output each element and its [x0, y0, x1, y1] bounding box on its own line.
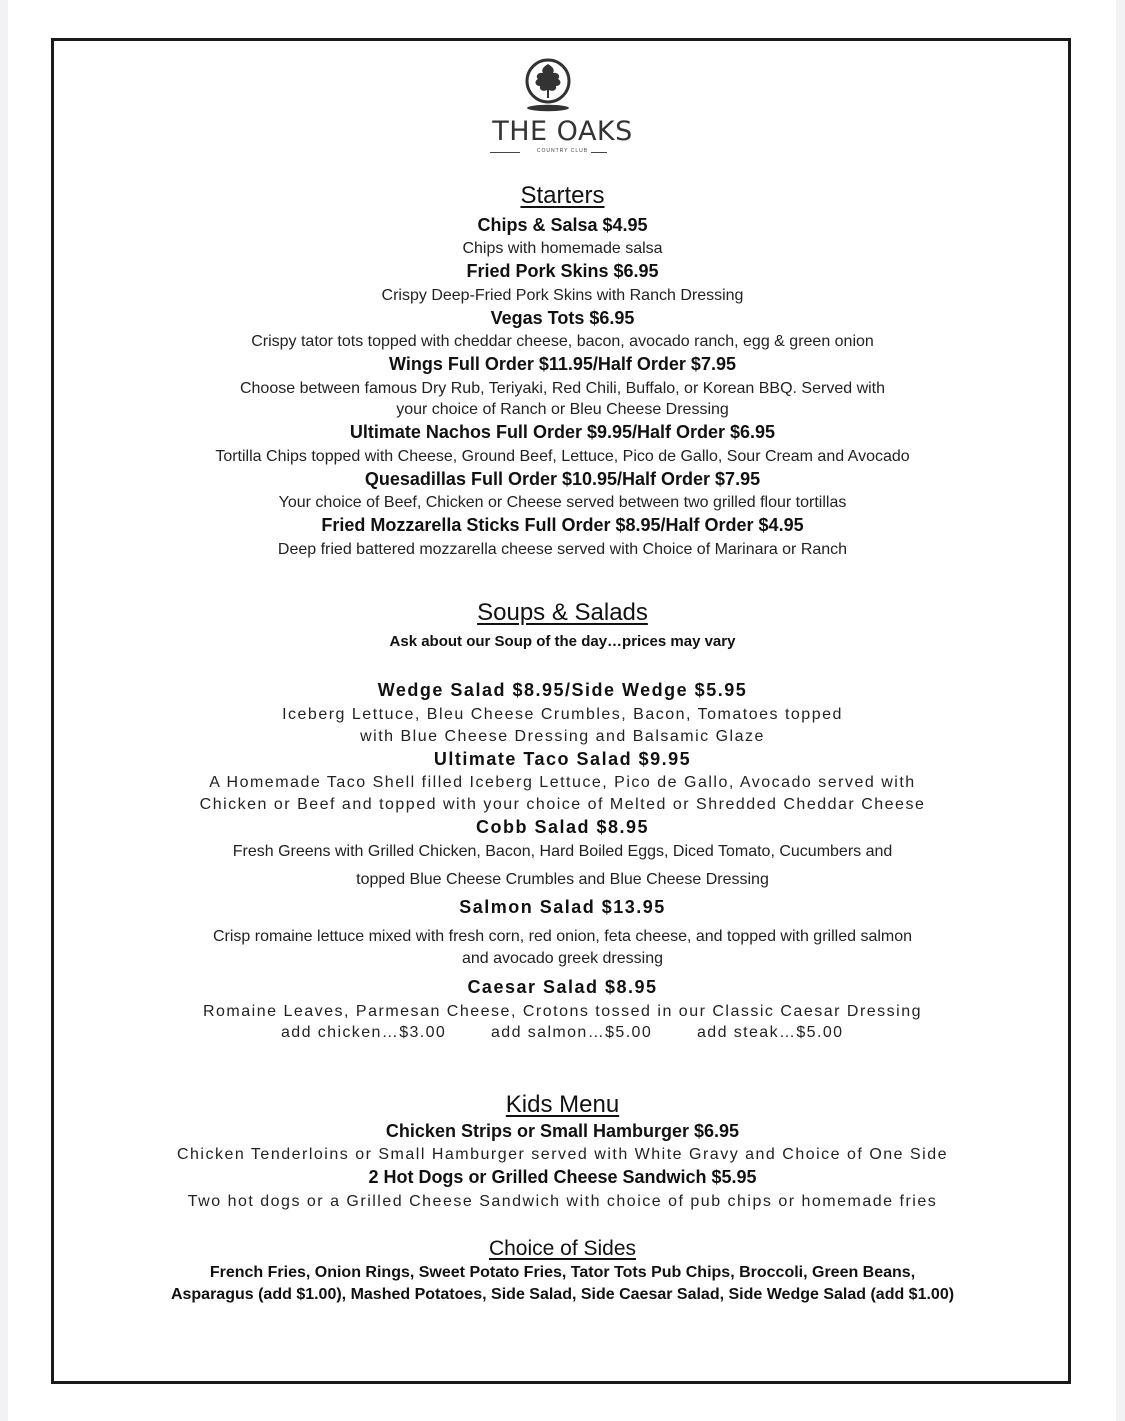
- menu-item-name: Chips & Salsa $4.95: [477, 215, 648, 235]
- sides-list-line: Asparagus (add $1.00), Mashed Potatoes, Side Salad, Side Caesar Salad, Side Wedge Salad (add $1.00): [170, 1286, 955, 1303]
- menu-item-name: Wings Full Order $11.95/Half Order $7.95: [389, 354, 736, 374]
- menu-item-desc: Crispy Deep-Fried Pork Skins with Ranch Dressing: [381, 287, 744, 304]
- menu-item-name: 2 Hot Dogs or Grilled Cheese Sandwich $5.95: [368, 1167, 757, 1187]
- menu-item-desc: Chicken or Beef and topped with your choice of Melted or Shredded Cheddar Cheese: [199, 796, 926, 813]
- addon-steak: add steak…$5.00: [697, 1024, 844, 1041]
- starters-heading: Starters: [520, 182, 605, 209]
- menu-item-name: Ultimate Nachos Full Order $9.95/Half Order $6.95: [349, 422, 776, 442]
- menu-item-desc: A Homemade Taco Shell filled Iceberg Lettuce, Pico de Gallo, Avocado served with: [209, 774, 916, 791]
- menu-item-desc: and avocado greek dressing: [461, 950, 664, 967]
- logo-wordmark: THE OAKS: [492, 116, 633, 147]
- soups-salads-heading: Soups & Salads: [477, 599, 648, 626]
- sides-list-line: French Fries, Onion Rings, Sweet Potato Fries, Tator Tots Pub Chips, Broccoli, Green Beans,: [209, 1264, 916, 1281]
- addon-salmon: add salmon…$5.00: [491, 1024, 653, 1041]
- menu-item-name: Wedge Salad $8.95/Side Wedge $5.95: [377, 680, 748, 700]
- menu-item-name: Chicken Strips or Small Hamburger $6.95: [385, 1121, 740, 1141]
- sides-heading: Choice of Sides: [488, 1237, 637, 1260]
- menu-item-desc: Tortilla Chips topped with Cheese, Ground Beef, Lettuce, Pico de Gallo, Sour Cream and Avocado: [215, 448, 910, 465]
- menu-item-desc: Two hot dogs or a Grilled Cheese Sandwich with choice of pub chips or homemade fries: [187, 1193, 938, 1210]
- menu-item-name: Quesadillas Full Order $10.95/Half Order $7.95: [364, 469, 761, 489]
- menu-item-name: Caesar Salad $8.95: [467, 977, 658, 997]
- oak-leaf-logo-icon: [522, 58, 574, 114]
- menu-item-name: Fried Pork Skins $6.95: [466, 261, 659, 281]
- menu-item-name: Vegas Tots $6.95: [490, 308, 635, 328]
- menu-item-desc: Fresh Greens with Grilled Chicken, Bacon, Hard Boiled Eggs, Diced Tomato, Cucumbers and: [232, 843, 893, 860]
- menu-item-desc: Deep fried battered mozzarella cheese served with Choice of Marinara or Ranch: [277, 541, 848, 558]
- menu-item-name: Salmon Salad $13.95: [459, 897, 666, 917]
- addon-chicken: add chicken…$3.00: [281, 1024, 447, 1041]
- menu-item-desc: Crispy tator tots topped with cheddar cheese, bacon, avocado ranch, egg & green onion: [251, 333, 874, 350]
- menu-item-desc: topped Blue Cheese Crumbles and Blue Cheese Dressing: [356, 871, 769, 888]
- menu-item-desc: your choice of Ranch or Bleu Cheese Dressing: [396, 401, 729, 418]
- kids-menu-heading: Kids Menu: [505, 1091, 620, 1118]
- menu-item-desc: with Blue Cheese Dressing and Balsamic Glaze: [360, 728, 765, 745]
- menu-item-name: Cobb Salad $8.95: [475, 817, 650, 837]
- menu-item-desc: Crisp romaine lettuce mixed with fresh corn, red onion, feta cheese, and topped with grilled salmon: [212, 928, 913, 945]
- menu-item-name: Fried Mozzarella Sticks Full Order $8.95/Half Order $4.95: [321, 515, 804, 535]
- menu-item-desc: Iceberg Lettuce, Bleu Cheese Crumbles, Bacon, Tomatoes topped: [282, 706, 843, 723]
- soup-of-day-note: Ask about our Soup of the day…prices may vary: [389, 633, 736, 650]
- menu-item-desc: Choose between famous Dry Rub, Teriyaki, Red Chili, Buffalo, or Korean BBQ. Served with: [239, 380, 886, 397]
- menu-item-desc: Romaine Leaves, Parmesan Cheese, Crotons tossed in our Classic Caesar Dressing: [202, 1003, 923, 1020]
- menu-item-desc: Chips with homemade salsa: [462, 240, 663, 257]
- menu-item-desc: Chicken Tenderloins or Small Hamburger served with White Gravy and Choice of One Side: [176, 1146, 949, 1163]
- logo-subtitle: COUNTRY CLUB: [0, 148, 1125, 154]
- menu-item-name: Ultimate Taco Salad $9.95: [433, 749, 692, 769]
- menu-item-desc: Your choice of Beef, Chicken or Cheese served between two grilled flour tortillas: [278, 494, 847, 511]
